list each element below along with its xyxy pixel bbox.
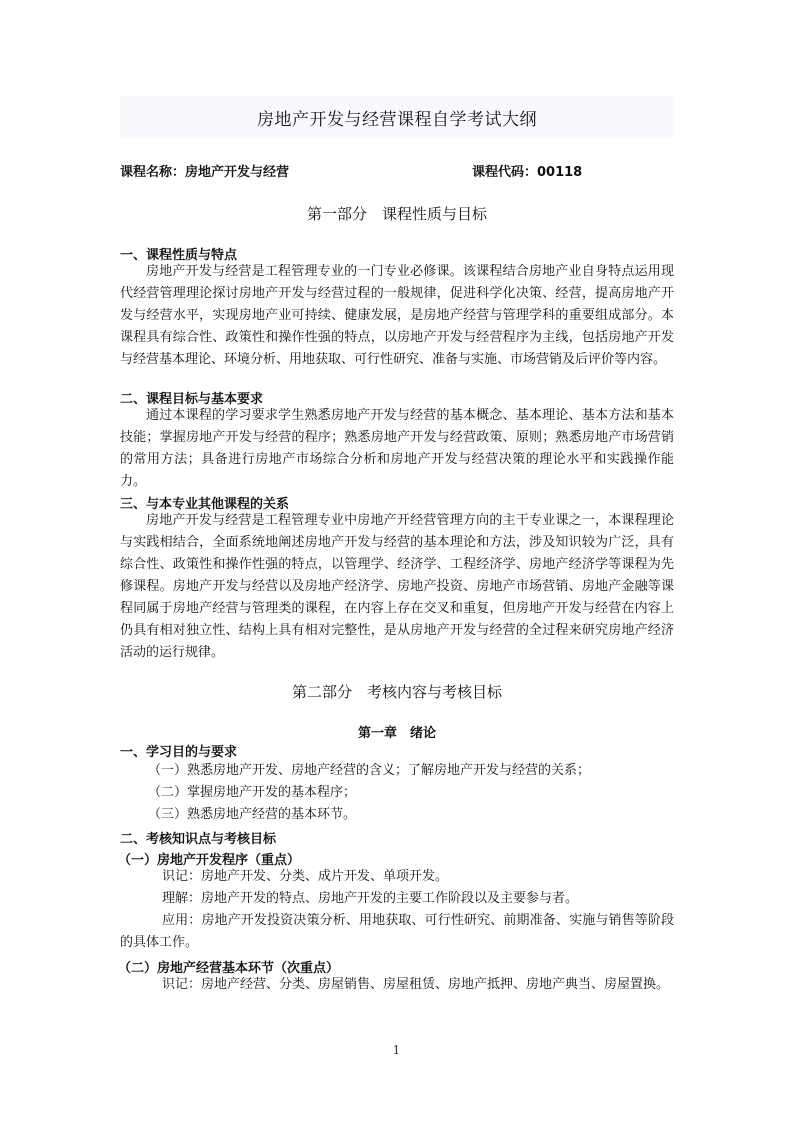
course-name: 课程名称：房地产开发与经营 — [120, 165, 290, 180]
section-body: 房地产开发与经营是工程管理专业中房地产开经营管理方向的主干专业课之一，本课程理论与实践相结合，全面系统地阐述房地产开发与经营的基本理论和方法，涉及知识较为广泛，具有综合性、政策性和操作性强的特点，以管理学、经济学、工程经济学、房地产经济学等课程为先修课程。房地产开发与经营以及房地产经济学、房地产投资、房地产市场营销、房地产金融等课程同属于房地产经营与管理类的课程，在内容上存在交叉和重复，但房地产开发与经营在内容上仍具有相对独立性、结构上具有相对完整性，是从房地产开发与经营的全过程来研究房地产经济活动的运行规律。 — [120, 513, 674, 660]
memorize-text: 识记：房地产经营、分类、房屋销售、房屋租赁、房地产抵押、房地产典当、房屋置换。 — [162, 977, 670, 992]
section-body: 通过本课程的学习要求学生熟悉房地产开发与经营的基本概念、基本理论、基本方法和基本技能；掌握房地产开发与经营的程序；熟悉房地产开发与经营政策、原则；熟悉房地产市场营销的常用方法；具备进行房地产市场综合分析和房地产开发与经营决策的理论水平和实践操作能力。 — [120, 408, 674, 489]
objective-item: （二）掌握房地产开发的基本程序； — [148, 785, 357, 800]
document-title: 房地产开发与经营课程自学考试大纲 — [257, 109, 537, 130]
page-number: 1 — [392, 1043, 401, 1057]
section-heading: 二、考核知识点与考核目标 — [120, 832, 277, 847]
section-body: 房地产开发与经营是工程管理专业的一门专业必修课。该课程结合房地产业自身特点运用现代经营管理理论探讨房地产开发与经营过程的一般规律，促进科学化决策、经营，提高房地产开发与经营水平，实现房地产业可持续、健康发展，是房地产经营与管理学科的重要组成部分。本课程具有综合性、政策性和操作性强的特点，以房地产开发与经营程序为主线，包括房地产开发与经营基本理论、环境分析、用地获取、可行性研究、准备与实施、市场营销及后评价等内容。 — [120, 264, 674, 367]
knowledge-point-heading: （一）房地产开发程序（重点） — [118, 853, 301, 868]
part1-heading: 第一部分 课程性质与目标 — [306, 205, 487, 223]
part2-heading: 第二部分 考核内容与考核目标 — [291, 683, 502, 701]
course-meta — [120, 161, 674, 181]
course-code: 课程代码：00118 — [472, 165, 583, 180]
objective-item: （三）熟悉房地产经营的基本环节。 — [148, 807, 357, 822]
section-heading: 一、课程性质与特点 — [120, 248, 238, 263]
chapter-heading: 第一章 绪论 — [357, 726, 436, 741]
section-heading: 二、课程目标与基本要求 — [120, 392, 264, 407]
section-heading: 三、与本专业其他课程的关系 — [120, 497, 290, 512]
objective-item: （一）熟悉房地产开发、房地产经营的含义；了解房地产开发与经营的关系； — [148, 763, 591, 778]
section-heading: 一、学习目的与要求 — [120, 745, 238, 760]
apply-text: 应用：房地产开发投资决策分析、用地获取、可行性研究、前期准备、实施与销售等阶段的具体工作。 — [120, 913, 674, 950]
memorize-text: 识记：房地产开发、分类、成片开发、单项开发。 — [162, 869, 449, 884]
title-banner — [120, 96, 674, 138]
understand-text: 理解：房地产开发的特点、房地产开发的主要工作阶段以及主要参与者。 — [162, 891, 579, 906]
knowledge-point-heading: （二）房地产经营基本环节（次重点） — [118, 961, 340, 976]
